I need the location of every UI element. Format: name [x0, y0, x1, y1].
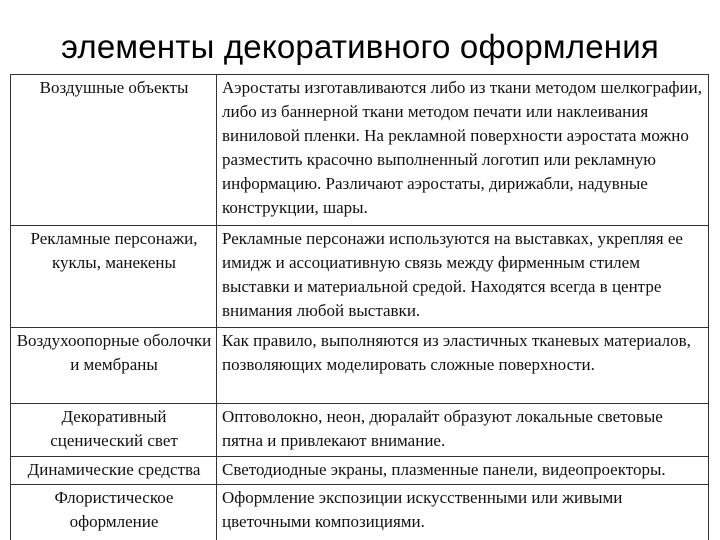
table-row [11, 457, 709, 485]
element-name-cell: Воздушные объекты [11, 75, 217, 226]
element-description-cell: Как правило, выполняются из эластичных тканевых материалов, позволяющих моделировать сложные поверхности. [217, 328, 709, 404]
element-name-cell: Флористическое оформление [11, 485, 217, 540]
slide-title: элементы декоративного оформления [61, 28, 659, 65]
table-row [11, 75, 709, 226]
table-row [11, 485, 709, 540]
element-description-cell: Оформление экспозиции искусственными или живыми цветочными композициями. [217, 485, 709, 540]
table-row [11, 226, 709, 328]
element-name-cell: Декоративный сценический свет [11, 404, 217, 457]
elements-table [10, 74, 709, 540]
element-name-cell: Воздухоопорные оболочки и мембраны [11, 328, 217, 404]
table-row [11, 328, 709, 404]
element-name-cell: Рекламные персонажи, куклы, манекены [11, 226, 217, 328]
element-name-cell: Динамические средства [11, 457, 217, 485]
element-description-cell: Аэростаты изготавливаются либо из ткани методом шелкографии, либо из баннерной ткани методом печати или наклеивания виниловой пленки. На рекламной поверхности аэростата можно разместить красочно выполненный логотип или рекламную информацию. Различают аэростаты, дирижабли, надувные конструкции, шары. [217, 75, 709, 226]
element-description-cell: Рекламные персонажи используются на выставках, укрепляя ее имидж и ассоциативную связь между фирменным стилем выставки и материальной средой. Находятся всегда в центре внимания любой выставки. [217, 226, 709, 328]
element-description-cell: Светодиодные экраны, плазменные панели, видеопроекторы. [217, 457, 709, 485]
element-description-cell: Оптоволокно, неон, дюралайт образуют локальные световые пятна и привлекают внимание. [217, 404, 709, 457]
elements-table-container [10, 74, 709, 540]
table-row [11, 404, 709, 457]
